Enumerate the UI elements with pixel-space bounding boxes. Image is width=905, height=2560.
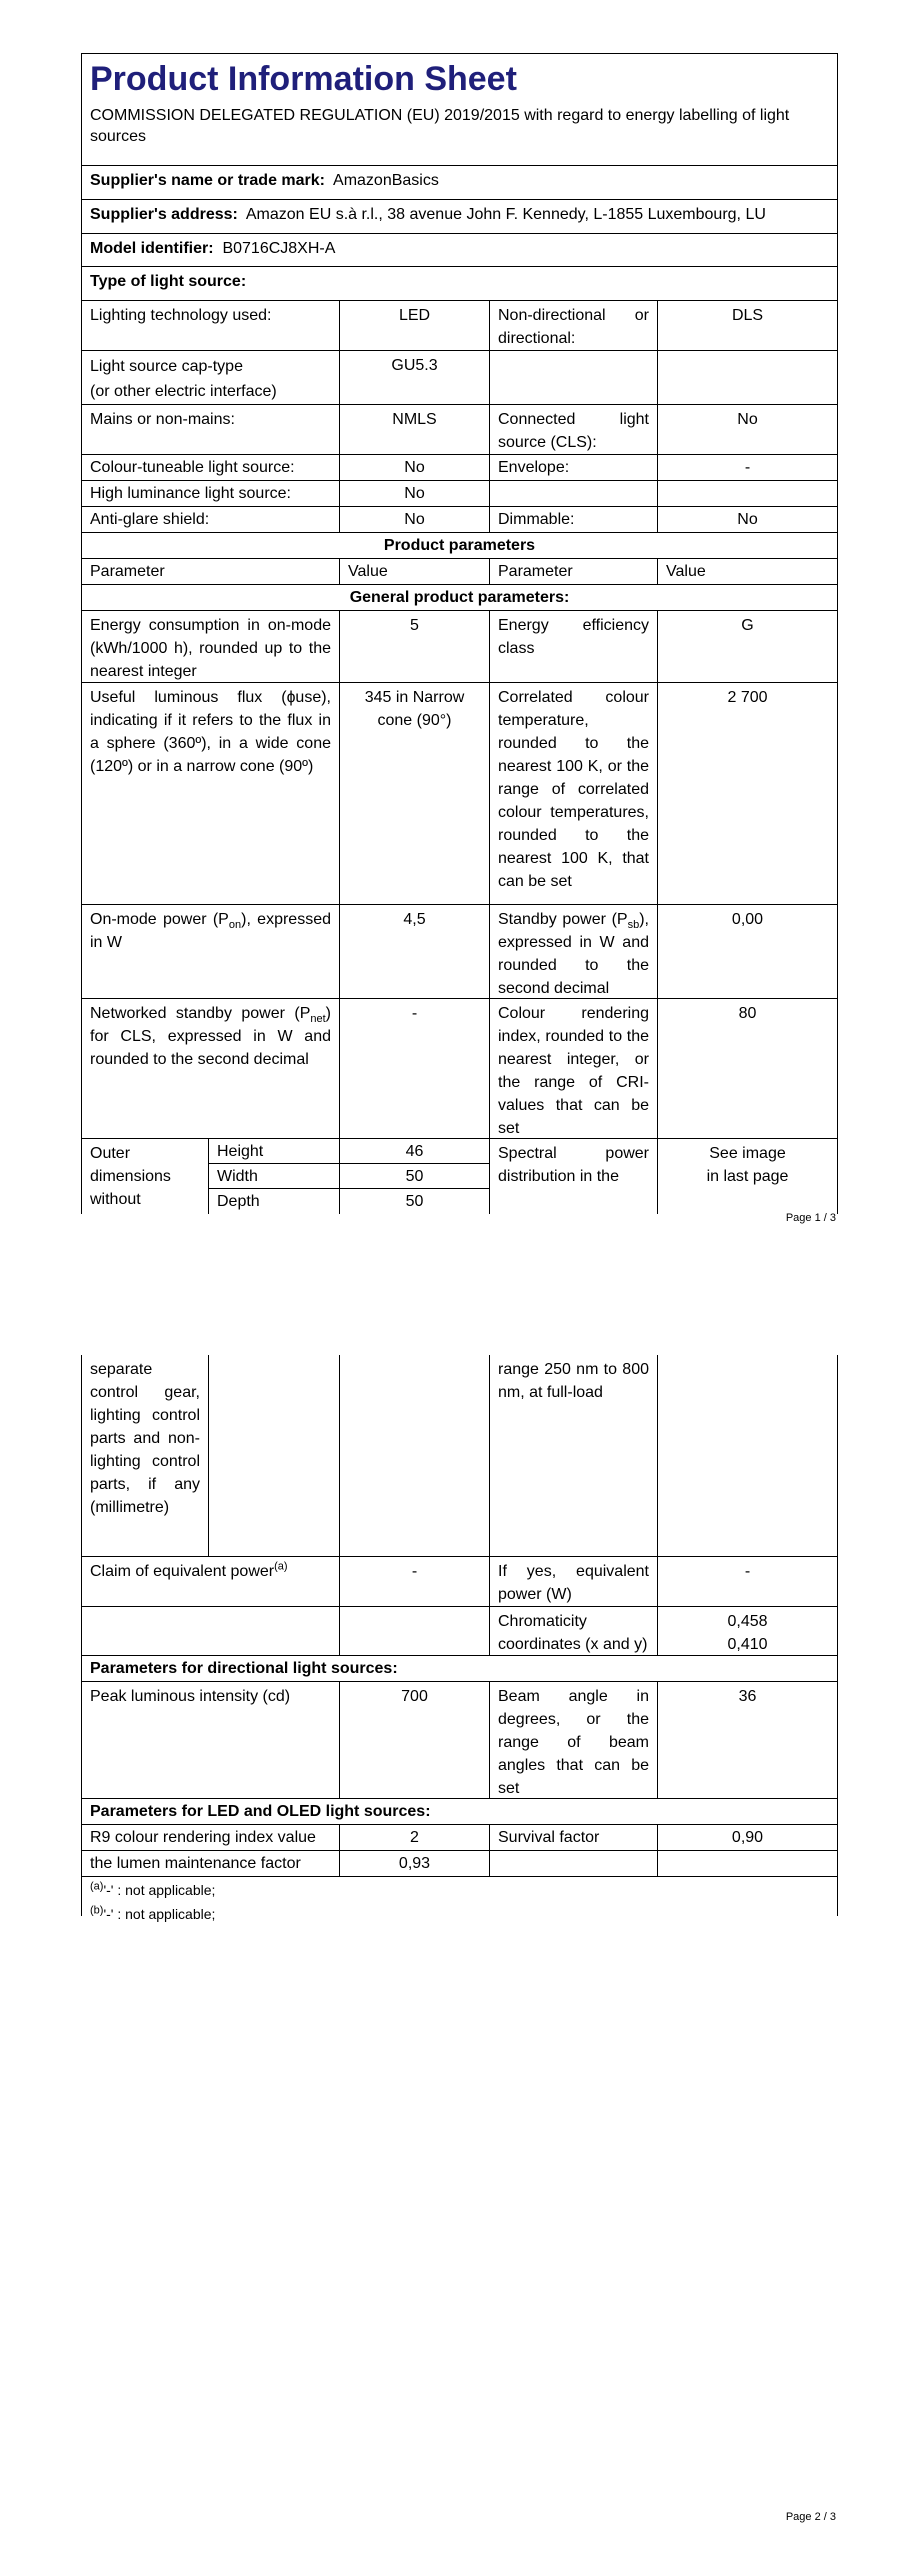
spd-value-2: in last page xyxy=(706,1168,789,1185)
led-parameters-heading: Parameters for LED and OLED light sources: xyxy=(90,1803,431,1820)
lumen-maintenance-row xyxy=(82,1851,837,1877)
mains-row xyxy=(82,405,837,455)
if-yes-label: If yes, equivalent power (W) xyxy=(489,1557,657,1606)
directional-value: DLS xyxy=(657,301,837,350)
tuneable-value: No xyxy=(339,455,489,480)
useful-flux-label: Useful luminous flux (ɸuse), indicating if it refers to the flux in a sphere (360º), in a wide cone (120º) or in a narrow cone (90º) xyxy=(90,689,331,775)
outer-dimensions-row-part-1 xyxy=(82,1139,837,1214)
networked-standby-row xyxy=(82,999,837,1139)
if-yes-value: - xyxy=(657,1557,837,1606)
page-2 xyxy=(0,1280,905,2560)
anti-glare-row xyxy=(82,507,837,533)
cap-type-row xyxy=(82,351,837,405)
equivalent-power-value: - xyxy=(339,1557,489,1606)
r9-row xyxy=(82,1825,837,1851)
cct-value: 2 700 xyxy=(657,683,837,904)
dimmable-value: No xyxy=(657,507,837,532)
anti-glare-label: Anti-glare shield: xyxy=(90,511,210,528)
page-number-2: Page 2 / 3 xyxy=(785,2511,836,2523)
col-header-parameter-2: Parameter xyxy=(489,559,657,584)
power-row xyxy=(82,905,837,999)
on-mode-power-label: On-mode power $(P_{on})$, expressed in W xyxy=(90,911,331,951)
standby-power-label: Standby power $(P_{sb})$, expressed in W and rounded to the second decimal xyxy=(489,905,657,998)
chromaticity-row xyxy=(82,1607,837,1656)
high-luminance-row xyxy=(82,481,837,507)
col-header-parameter: Parameter xyxy=(90,563,165,580)
info-sheet-table-part-2 xyxy=(81,1355,838,1916)
beam-angle-value: 36 xyxy=(657,1682,837,1798)
mains-label: Mains or non-mains: xyxy=(90,411,235,428)
networked-standby-label: Networked standby power $(P_{net})$ for CLS, expressed in W and rounded to the second decimal xyxy=(90,1005,331,1068)
page-title: Product Information Sheet xyxy=(90,60,517,98)
peak-intensity-value: 700 xyxy=(339,1682,489,1798)
cri-label: Colour rendering index, rounded to the nearest integer, or the range of CRI-values that can be set xyxy=(489,999,657,1138)
cls-label: Connected light source (CLS): xyxy=(489,405,657,454)
info-sheet-table-part-1 xyxy=(81,53,838,1214)
chromaticity-label: Chromaticity coordinates (x and y) xyxy=(489,1607,657,1655)
chromaticity-x: 0,458 xyxy=(727,1613,768,1630)
dimmable-label: Dimmable: xyxy=(489,507,657,532)
lighting-tech-row xyxy=(82,301,837,351)
survival-factor-label: Survival factor xyxy=(489,1825,657,1850)
on-mode-power-value: 4,5 xyxy=(339,905,489,998)
tuneable-label: Colour-tuneable light source: xyxy=(90,459,295,476)
directional-heading-row xyxy=(82,1656,837,1682)
mains-value: NMLS xyxy=(339,405,489,454)
cap-type-label: Light source cap-type xyxy=(90,358,243,375)
peak-intensity-label: Peak luminous intensity (cd) xyxy=(90,1688,291,1705)
lighting-tech-value: LED xyxy=(339,301,489,350)
anti-glare-value: No xyxy=(339,507,489,532)
col-header-value-2: Value xyxy=(657,559,837,584)
energy-consumption-value: 5 xyxy=(339,611,489,682)
height-label: Height xyxy=(208,1139,339,1164)
r9-label: R9 colour rendering index value xyxy=(90,1829,316,1846)
high-luminance-value: No xyxy=(339,481,489,506)
r9-value: 2 xyxy=(339,1825,489,1850)
type-heading-row xyxy=(82,267,837,301)
lumen-maintenance-value: 0,93 xyxy=(339,1851,489,1876)
equivalent-power-label: Claim of equivalent power$^{(a)}$ xyxy=(90,1560,288,1580)
regulation-text: COMMISSION DELEGATED REGULATION (EU) 2019/2015 with regard to energy labelling of light sources xyxy=(90,107,790,145)
type-heading: Type of light source: xyxy=(90,273,247,290)
width-value: 50 xyxy=(339,1164,489,1189)
energy-row xyxy=(82,611,837,683)
led-heading-row xyxy=(82,1799,837,1825)
model-identifier: B0716CJ8XH-A xyxy=(222,240,336,257)
lighting-tech-label: Lighting technology used: xyxy=(90,307,272,324)
chromaticity-y: 0,410 xyxy=(727,1636,768,1653)
supplier-name: AmazonBasics xyxy=(333,172,439,189)
footnote-b: $^{(b)}$'-' : not applicable; xyxy=(90,1904,216,1922)
spd-label: Spectral power distribution in the xyxy=(489,1139,657,1214)
equivalent-power-row xyxy=(82,1557,837,1607)
spd-value: See image xyxy=(709,1145,786,1162)
efficiency-class-label: Energy efficiency class xyxy=(489,611,657,682)
model-label: Model identifier: xyxy=(90,240,214,257)
width-label: Width xyxy=(208,1164,339,1189)
envelope-value: - xyxy=(657,455,837,480)
beam-angle-label: Beam angle in degrees, or the range of beam angles that can be set xyxy=(489,1682,657,1798)
height-value: 46 xyxy=(339,1139,489,1164)
general-heading-row xyxy=(82,585,837,611)
supplier-address-row xyxy=(82,200,837,234)
product-parameters-row xyxy=(82,533,837,559)
supplier-address: Amazon EU s.à r.l., 38 avenue John F. Kennedy, L-1855 Luxembourg, LU xyxy=(245,206,766,223)
directional-parameters-heading: Parameters for directional light sources: xyxy=(90,1660,398,1677)
depth-value: 50 xyxy=(339,1189,489,1214)
outer-dimensions-label: Outer dimensions without xyxy=(90,1145,171,1208)
lumen-maintenance-label: the lumen maintenance factor xyxy=(90,1855,301,1872)
cap-type-value: GU5.3 xyxy=(339,351,489,404)
survival-factor-value: 0,90 xyxy=(657,1825,837,1850)
depth-label: Depth xyxy=(208,1189,339,1214)
energy-consumption-label: Energy consumption in on-mode (kWh/1000 h), rounded up to the nearest integer xyxy=(90,617,331,680)
envelope-label: Envelope: xyxy=(489,455,657,480)
col-header-value: Value xyxy=(339,559,489,584)
networked-standby-value: - xyxy=(339,999,489,1138)
column-header-row xyxy=(82,559,837,585)
flux-row xyxy=(82,683,837,905)
general-parameters-heading: General product parameters: xyxy=(349,589,570,606)
efficiency-class-value: G xyxy=(657,611,837,682)
outer-dimensions-label-continued: separate control gear, lighting control parts and non-lighting control parts, if any (millimetre) xyxy=(90,1361,200,1516)
supplier-name-label: Supplier's name or trade mark: xyxy=(90,172,325,189)
outer-dimensions-row-part-2 xyxy=(82,1355,837,1557)
cap-type-label-2: (or other electric interface) xyxy=(90,383,277,400)
model-row xyxy=(82,234,837,267)
useful-flux-value: 345 in Narrow cone (90°) xyxy=(339,683,489,904)
tuneable-row xyxy=(82,455,837,481)
directional-label: Non-directional or directional: xyxy=(489,301,657,350)
peak-intensity-row xyxy=(82,1682,837,1799)
product-parameters-heading: Product parameters xyxy=(383,537,536,554)
cri-value: 80 xyxy=(657,999,837,1138)
cct-label: Correlated colour temperature, rounded to the nearest 100 K, or the range of correlated colour temperatures, rounded to the nearest 100 K, that can be set xyxy=(489,683,657,904)
cls-value: No xyxy=(657,405,837,454)
high-luminance-label: High luminance light source: xyxy=(90,485,291,502)
supplier-name-row xyxy=(82,166,837,200)
title-row xyxy=(82,54,837,166)
standby-power-value: 0,00 xyxy=(657,905,837,998)
page-number-1: Page 1 / 3 xyxy=(785,1212,836,1224)
spd-label-continued: range 250 nm to 800 nm, at full-load xyxy=(489,1355,657,1556)
footnote-a: $^{(a)}$'-' : not applicable; xyxy=(90,1880,216,1898)
supplier-address-label: Supplier's address: xyxy=(90,206,238,223)
